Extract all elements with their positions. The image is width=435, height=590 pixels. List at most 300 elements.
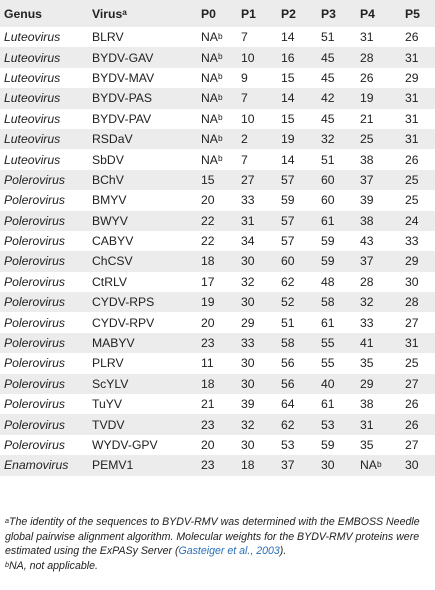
cell-p4 [356,129,401,149]
footnote-a-reference-link[interactable]: Gasteiger et al., 2003 [178,545,280,558]
cell-p4 [356,312,401,332]
cell-genus [0,333,88,353]
cell-virus-value: MABYV [92,336,135,351]
cell-p4 [356,353,401,373]
cell-genus [0,190,88,210]
cell-p3-value: 42 [321,91,335,106]
cell-genus-value: Luteovirus [4,50,61,65]
cell-genus-value: Polerovirus [4,193,65,208]
cell-p5-value: 31 [405,50,419,65]
cell-p1 [237,47,277,67]
cell-p2 [277,251,317,271]
cell-p1 [237,251,277,271]
table-row [0,251,435,271]
cell-p5 [401,374,435,394]
cell-p0-footnote-marker: b [217,153,223,164]
footnote-a [5,515,429,559]
cell-p5 [401,47,435,67]
table-row [0,68,435,88]
cell-p2 [277,272,317,292]
cell-p4-value: 31 [360,417,374,432]
cell-p0 [197,353,237,373]
cell-p0-value: 23 [201,336,215,351]
cell-p4-value: 29 [360,376,374,391]
table-row [0,231,435,251]
cell-p2-value: 58 [281,336,295,351]
cell-p0-footnote-marker: b [217,112,223,123]
cell-p4 [356,292,401,312]
cell-p4-value: NA [360,458,377,473]
cell-p1 [237,190,277,210]
cell-p5 [401,394,435,414]
cell-p3-value: 30 [321,458,335,473]
cell-p0-value: NA [201,111,218,126]
cell-p0 [197,333,237,353]
table-row [0,394,435,414]
cell-p5 [401,455,435,475]
header-genus: Genus [4,6,42,21]
header-p2: P2 [281,6,296,21]
cell-p4 [356,435,401,455]
cell-p1-value: 31 [241,213,255,228]
cell-genus-value: Luteovirus [4,132,61,147]
cell-p5 [401,353,435,373]
cell-p0 [197,129,237,149]
cell-p1 [237,272,277,292]
cell-p3-value: 61 [321,397,335,412]
cell-virus [88,435,197,455]
header-p1: P1 [241,6,256,21]
cell-p2-value: 64 [281,397,295,412]
cell-virus [88,353,197,373]
cell-p0-value: NA [201,70,218,85]
cell-virus [88,88,197,108]
cell-p0-value: 18 [201,376,215,391]
cell-p1 [237,170,277,190]
cell-p5-value: 31 [405,111,419,126]
cell-p3-value: 45 [321,111,335,126]
cell-p5-value: 33 [405,234,419,249]
cell-p2 [277,109,317,129]
cell-p1 [237,414,277,434]
cell-p0-value: 20 [201,438,215,452]
cell-p0-value: 15 [201,172,215,187]
cell-p0 [197,394,237,414]
cell-p3 [317,312,356,332]
cell-p4-value: 19 [360,91,374,106]
cell-p2-value: 19 [281,132,295,147]
cell-p0-footnote-marker: b [217,71,223,82]
table-row [0,414,435,434]
cell-p4 [356,272,401,292]
cell-p0 [197,251,237,271]
cell-p4 [356,190,401,210]
cell-p0-value: NA [201,50,218,65]
cell-p2 [277,374,317,394]
cell-genus-value: Polerovirus [4,417,65,432]
cell-p4 [356,47,401,67]
cell-p2-value: 37 [281,458,295,473]
table-row [0,190,435,210]
cell-p4 [356,333,401,353]
cell-p0 [197,170,237,190]
cell-p4-value: 26 [360,70,374,85]
cell-p3 [317,27,356,47]
cell-p2 [277,170,317,190]
cell-genus-value: Polerovirus [4,356,65,371]
footnote-a-end: ). [279,545,287,558]
cell-p0 [197,272,237,292]
cell-p1-value: 7 [241,91,248,106]
cell-p2 [277,435,317,455]
cell-virus [88,272,197,292]
footnote-b-marker: b [5,559,9,569]
cell-virus-value: BChV [92,172,124,187]
cell-p1-value: 29 [241,315,255,330]
cell-p2 [277,231,317,251]
cell-genus [0,312,88,332]
cell-p3-value: 60 [321,172,335,187]
cell-p4 [356,68,401,88]
header-row [0,0,435,27]
cell-p0 [197,190,237,210]
cell-p5-value: 31 [405,336,419,351]
cell-genus [0,149,88,169]
cell-p0 [197,47,237,67]
header-p5: P5 [405,6,420,21]
cell-p0 [197,211,237,231]
cell-p5 [401,211,435,231]
table-row [0,312,435,332]
cell-genus [0,231,88,251]
header-p4: P4 [360,6,375,21]
cell-p1 [237,333,277,353]
cell-p5-value: 24 [405,213,419,228]
cell-p0-value: 23 [201,417,215,432]
header-virus [88,0,197,27]
cell-p0-value: 21 [201,397,215,412]
cell-p3 [317,190,356,210]
cell-virus-value: BYDV-GAV [92,50,154,65]
cell-virus [88,394,197,414]
cell-p4-value: 21 [360,111,374,126]
cell-genus-value: Polerovirus [4,234,65,249]
cell-p1 [237,312,277,332]
cell-p0 [197,374,237,394]
cell-p5-value: 29 [405,254,419,269]
cell-p5-value: 27 [405,315,419,330]
footnote-a-text: The identity of the sequences to BYDV-RMV was determined with the EMBOSS Needle global pairwise alignment algorithm. Molecular weights for the BYDV-RMV proteins were estimated using the ExPASy Server ( [5,516,420,558]
cell-p5 [401,333,435,353]
cell-p1-value: 2 [241,132,248,147]
cell-virus-value: RSDaV [92,132,133,147]
cell-virus-value: BMYV [92,193,127,208]
cell-p0-footnote-marker: b [217,51,223,62]
cell-p5 [401,129,435,149]
cell-p3 [317,394,356,414]
table-row [0,149,435,169]
table-row [0,353,435,373]
cell-virus-value: ChCSV [92,254,133,269]
table-row [0,211,435,231]
cell-p2-value: 52 [281,295,295,310]
cell-p5 [401,149,435,169]
header-p3: P3 [321,6,336,21]
cell-p2-value: 62 [281,274,295,289]
cell-virus [88,292,197,312]
cell-virus-value: WYDV-GPV [92,438,158,452]
cell-p1 [237,88,277,108]
table-body [0,27,435,476]
table-row [0,455,435,475]
cell-p3 [317,47,356,67]
cell-p4-value: 43 [360,234,374,249]
cell-p3 [317,149,356,169]
cell-p2-value: 14 [281,152,295,167]
cell-virus [88,211,197,231]
cell-p5-value: 28 [405,295,419,310]
table-row [0,27,435,47]
cell-genus-value: Luteovirus [4,91,61,106]
cell-p5 [401,109,435,129]
cell-p2 [277,292,317,312]
header-virus-footnote-marker: a [122,7,127,18]
cell-p0-footnote-marker: b [217,30,223,41]
cell-p4-value: 38 [360,397,374,412]
cell-genus-value: Luteovirus [4,111,61,126]
cell-p1-value: 32 [241,274,255,289]
table-row [0,88,435,108]
cell-p3-value: 61 [321,315,335,330]
cell-p4 [356,394,401,414]
cell-p5 [401,190,435,210]
cell-genus-value: Enamovirus [4,458,69,473]
cell-p0-value: 22 [201,234,215,249]
cell-p3 [317,435,356,455]
cell-p5-value: 26 [405,397,419,412]
cell-p1-value: 30 [241,295,255,310]
cell-p1-value: 39 [241,397,255,412]
cell-p1 [237,435,277,455]
cell-p4 [356,27,401,47]
cell-p1 [237,129,277,149]
cell-virus [88,68,197,88]
cell-p0-footnote-marker: b [217,91,223,102]
cell-p3-value: 51 [321,30,335,45]
cell-genus [0,68,88,88]
cell-p5 [401,272,435,292]
cell-virus-value: TVDV [92,417,125,432]
cell-p0 [197,231,237,251]
cell-virus [88,129,197,149]
cell-p3-value: 59 [321,254,335,269]
cell-p5 [401,251,435,271]
cell-p4-value: 35 [360,438,374,452]
cell-p2-value: 57 [281,234,295,249]
cell-virus [88,190,197,210]
cell-p1 [237,374,277,394]
cell-p3-value: 61 [321,213,335,228]
cell-p4 [356,455,401,475]
cell-p5-value: 30 [405,274,419,289]
cell-p4 [356,231,401,251]
cell-p4 [356,109,401,129]
cell-genus-value: Polerovirus [4,336,65,351]
footnote-a-marker: a [5,515,9,525]
cell-p1 [237,353,277,373]
table-row [0,333,435,353]
cell-p4-value: 41 [360,336,374,351]
cell-p1 [237,27,277,47]
cell-p0 [197,435,237,455]
cell-virus-value: BYDV-MAV [92,70,155,85]
cell-p5-value: 25 [405,356,419,371]
cell-p4-value: 28 [360,274,374,289]
table-row [0,374,435,394]
cell-p2 [277,211,317,231]
cell-virus [88,455,197,475]
cell-p0-value: NA [201,132,218,147]
cell-p2-value: 59 [281,193,295,208]
cell-p0-value: 23 [201,458,215,473]
cell-genus-value: Polerovirus [4,438,65,452]
cell-p3 [317,211,356,231]
cell-virus-value: CtRLV [92,274,127,289]
cell-p2 [277,68,317,88]
cell-p0-value: 18 [201,254,215,269]
cell-virus-value: PLRV [92,356,124,371]
cell-virus-value: BYDV-PAV [92,111,152,126]
header-virus-label: Virus [92,6,123,21]
cell-p4 [356,170,401,190]
cell-p1-value: 18 [241,458,255,473]
cell-p2 [277,47,317,67]
cell-p0-footnote-marker: b [217,132,223,143]
cell-p1-value: 33 [241,336,255,351]
cell-p3-value: 48 [321,274,335,289]
cell-p0 [197,455,237,475]
cell-p2-value: 56 [281,376,295,391]
cell-p4-value: 25 [360,132,374,147]
cell-genus-value: Polerovirus [4,376,65,391]
cell-p0 [197,68,237,88]
cell-p3 [317,374,356,394]
cell-genus [0,47,88,67]
cell-p1-value: 30 [241,376,255,391]
cell-p4-value: 28 [360,50,374,65]
cell-p4-value: 39 [360,193,374,208]
cell-p1-value: 7 [241,30,248,45]
cell-p2 [277,149,317,169]
cell-p0-value: 20 [201,315,215,330]
cell-p2-value: 56 [281,356,295,371]
cell-p2 [277,414,317,434]
cell-genus [0,272,88,292]
cell-p3 [317,272,356,292]
cell-p3 [317,333,356,353]
table-row [0,129,435,149]
cell-genus [0,170,88,190]
cell-p4-value: 38 [360,213,374,228]
cell-p1-value: 33 [241,193,255,208]
cell-p5 [401,68,435,88]
cell-p0-value: NA [201,152,218,167]
cell-p0 [197,88,237,108]
cell-virus [88,109,197,129]
cell-virus [88,333,197,353]
cell-p1 [237,231,277,251]
cell-p2-value: 51 [281,315,295,330]
cell-p0 [197,149,237,169]
cell-virus [88,251,197,271]
header-p0: P0 [201,6,216,21]
cell-p5-value: 27 [405,438,419,452]
cell-genus [0,374,88,394]
footnote-b-text: NA, not applicable. [9,559,98,572]
cell-p2-value: 57 [281,213,295,228]
cell-p1 [237,292,277,312]
cell-p3-value: 55 [321,336,335,351]
cell-p5 [401,435,435,455]
cell-p5 [401,414,435,434]
cell-genus-value: Polerovirus [4,213,65,228]
cell-p3 [317,68,356,88]
cell-p3 [317,353,356,373]
cell-genus-value: Polerovirus [4,397,65,412]
cell-p2-value: 57 [281,172,295,187]
cell-p3 [317,129,356,149]
cell-p1 [237,149,277,169]
cell-virus-value: ScYLV [92,376,129,391]
cell-p2 [277,27,317,47]
cell-p4 [356,88,401,108]
cell-p0-value: 17 [201,274,215,289]
cell-p5-value: 27 [405,376,419,391]
cell-p5 [401,27,435,47]
table-row [0,272,435,292]
cell-p4-footnote-marker: b [376,458,382,469]
cell-p4-value: 31 [360,30,374,45]
table-row [0,435,435,455]
cell-p0 [197,414,237,434]
cell-genus [0,109,88,129]
table-row [0,47,435,67]
cell-virus-value: CYDV-RPS [92,295,155,310]
cell-p1 [237,211,277,231]
cell-p2-value: 14 [281,30,295,45]
cell-p2 [277,333,317,353]
cell-p2-value: 16 [281,50,295,65]
cell-genus [0,414,88,434]
cell-genus-value: Luteovirus [4,152,61,167]
cell-p0-value: NA [201,30,218,45]
cell-genus [0,27,88,47]
cell-p4 [356,211,401,231]
cell-p5-value: 31 [405,132,419,147]
cell-p4-value: 33 [360,315,374,330]
cell-p4-value: 35 [360,356,374,371]
cell-virus-value: BLRV [92,30,124,45]
cell-virus [88,374,197,394]
cell-genus-value: Polerovirus [4,315,65,330]
cell-p1-value: 7 [241,152,248,167]
cell-p4-value: 38 [360,152,374,167]
cell-p2-value: 15 [281,111,295,126]
cell-p3 [317,455,356,475]
cell-p1 [237,455,277,475]
cell-p4-value: 37 [360,172,374,187]
cell-p4-value: 32 [360,295,374,310]
